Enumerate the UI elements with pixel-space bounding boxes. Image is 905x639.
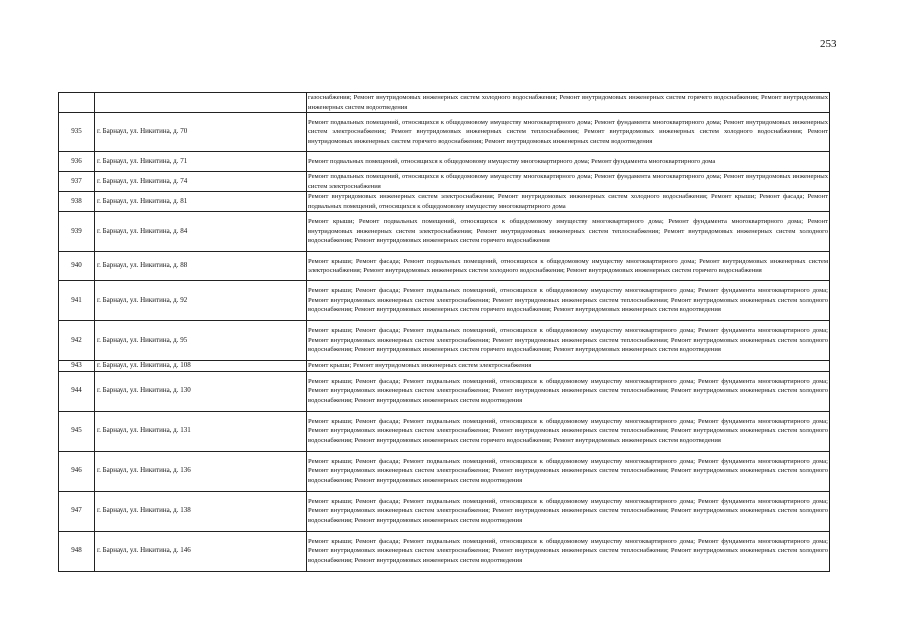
row-number: 944: [59, 371, 95, 411]
row-number: 943: [59, 361, 95, 372]
row-address: г. Барнаул, ул. Никитина, д. 92: [95, 281, 307, 321]
row-address: г. Барнаул, ул. Никитина, д. 130: [95, 371, 307, 411]
table-row: [59, 531, 830, 571]
row-address: г. Барнаул, ул. Никитина, д. 108: [95, 361, 307, 372]
row-works: Ремонт крыши; Ремонт фасада; Ремонт подвальных помещений, относящихся к общедомовому имуществу многоквартирного дома; Ремонт внутридомовых инженерных систем электроснабжения; Ремонт внутридомовых инженерных систем холодного водоснабжения; Ремонт внутридомовых инженерных систем горячего водоснабжения: [307, 252, 830, 281]
row-number: 937: [59, 172, 95, 192]
row-works: Ремонт крыши; Ремонт фасада; Ремонт подвальных помещений, относящихся к общедомовому имуществу многоквартирного дома; Ремонт фундамента многоквартирного дома; Ремонт внутридомовых инженерных систем электроснабжения; Ремонт внутридомовых инженерных систем теплоснабжения; Ремонт внутридомовых инженерных систем холодного водоснабжения; Ремонт внутридомовых инженерных систем горячего водоснабжения; Ремонт внутридомовых инженерных систем водоотведения: [307, 411, 830, 451]
row-number: 936: [59, 152, 95, 172]
row-works: Ремонт крыши; Ремонт фасада; Ремонт подвальных помещений, относящихся к общедомовому имуществу многоквартирного дома; Ремонт фундамента многоквартирного дома; Ремонт внутридомовых инженерных систем электроснабжения; Ремонт внутридомовых инженерных систем теплоснабжения; Ремонт внутридомовых инженерных систем холодного водоснабжения; Ремонт внутридомовых инженерных систем водоотведения: [307, 531, 830, 571]
row-address: г. Барнаул, ул. Никитина, д. 95: [95, 321, 307, 361]
table-row: [59, 152, 830, 172]
table-row: [59, 281, 830, 321]
row-address: г. Барнаул, ул. Никитина, д. 88: [95, 252, 307, 281]
row-number: 941: [59, 281, 95, 321]
row-works: Ремонт крыши; Ремонт фасада; Ремонт подвальных помещений, относящихся к общедомовому имуществу многоквартирного дома; Ремонт фундамента многоквартирного дома; Ремонт внутридомовых инженерных систем электроснабжения; Ремонт внутридомовых инженерных систем теплоснабжения; Ремонт внутридомовых инженерных систем холодного водоснабжения; Ремонт внутридомовых инженерных систем водоотведения: [307, 451, 830, 491]
row-works: Ремонт внутридомовых инженерных систем электроснабжения; Ремонт внутридомовых инженерных систем холодного водоснабжения; Ремонт крыши; Ремонт фасада; Ремонт подвальных помещений, относящихся к общедомовому имуществу многоквартирного дома: [308, 193, 828, 210]
row-address: г. Барнаул, ул. Никитина, д. 131: [95, 411, 307, 451]
table-row: [59, 93, 830, 113]
row-works: Ремонт крыши; Ремонт фасада; Ремонт подвальных помещений, относящихся к общедомовому имуществу многоквартирного дома; Ремонт фундамента многоквартирного дома; Ремонт внутридомовых инженерных систем электроснабжения; Ремонт внутридомовых инженерных систем теплоснабжения; Ремонт внутридомовых инженерных систем холодного водоснабжения; Ремонт внутридомовых инженерных систем горячего водоснабжения; Ремонт внутридомовых инженерных систем водоотведения: [307, 321, 830, 361]
row-address: [95, 93, 307, 113]
table-row: [59, 411, 830, 451]
table-row: [59, 252, 830, 281]
table-row: [59, 371, 830, 411]
row-works: Ремонт подвальных помещений, относящихся к общедомовому имуществу многоквартирного дома; Ремонт фундамента многоквартирного дома; Ремонт внутридомовых инженерных систем электроснабжения; Ремонт внутридомовых инженерных систем теплоснабжения; Ремонт внутридомовых инженерных систем холодного водоснабжения; Ремонт внутридомовых инженерных систем горячего водоснабжения; Ремонт внутридомовых инженерных систем водоотведения: [307, 113, 830, 152]
row-address: г. Барнаул, ул. Никитина, д. 84: [95, 212, 307, 252]
row-address: г. Барнаул, ул. Никитина, д. 70: [95, 113, 307, 152]
row-number: 946: [59, 451, 95, 491]
row-works: Ремонт крыши; Ремонт фасада; Ремонт подвальных помещений, относящихся к общедомовому имуществу многоквартирного дома; Ремонт фундамента многоквартирного дома; Ремонт внутридомовых инженерных систем электроснабжения; Ремонт внутридомовых инженерных систем теплоснабжения; Ремонт внутридомовых инженерных систем холодного водоснабжения; Ремонт внутридомовых инженерных систем водоотведения: [307, 491, 830, 531]
row-number: 939: [59, 212, 95, 252]
row-number: 938: [59, 192, 95, 212]
table-row: [59, 113, 830, 152]
row-works: Ремонт крыши; Ремонт фасада; Ремонт подвальных помещений, относящихся к общедомовому имуществу многоквартирного дома; Ремонт фундамента многоквартирного дома; Ремонт внутридомовых инженерных систем электроснабжения; Ремонт внутридомовых инженерных систем теплоснабжения; Ремонт внутридомовых инженерных систем холодного водоснабжения; Ремонт внутридомовых инженерных систем горячего водоснабжения; Ремонт внутридомовых инженерных систем водоотведения: [307, 281, 830, 321]
page-number: 253: [820, 38, 837, 50]
row-number: 942: [59, 321, 95, 361]
row-address: г. Барнаул, ул. Никитина, д. 138: [95, 491, 307, 531]
row-works: Ремонт подвальных помещений, относящихся к общедомовому имуществу многоквартирного дома; Ремонт фундамента многоквартирного дома: [307, 152, 830, 172]
row-works: Ремонт крыши; Ремонт фасада; Ремонт подвальных помещений, относящихся к общедомовому имуществу многоквартирного дома; Ремонт фундамента многоквартирного дома; Ремонт внутридомовых инженерных систем электроснабжения; Ремонт внутридомовых инженерных систем теплоснабжения; Ремонт внутридомовых инженерных систем холодного водоснабжения; Ремонт внутридомовых инженерных систем водоотведения: [307, 371, 830, 411]
row-number: 947: [59, 491, 95, 531]
row-works: газоснабжения; Ремонт внутридомовых инженерных систем холодного водоснабжения; Ремонт внутридомовых инженерных систем горячего водоснабжения; Ремонт внутридомовых инженерных систем водоотведения: [308, 94, 828, 111]
table-row: [59, 212, 830, 252]
table-row: [59, 361, 830, 372]
row-address: г. Барнаул, ул. Никитина, д. 146: [95, 531, 307, 571]
row-number: [59, 93, 95, 113]
table-row: [59, 491, 830, 531]
row-number: 948: [59, 531, 95, 571]
table-row: [59, 172, 830, 192]
row-address: г. Барнаул, ул. Никитина, д. 71: [95, 152, 307, 172]
row-address: г. Барнаул, ул. Никитина, д. 81: [95, 192, 307, 212]
row-works: Ремонт крыши; Ремонт подвальных помещений, относящихся к общедомовому имуществу многоквартирного дома; Ремонт фундамента многоквартирного дома; Ремонт внутридомовых инженерных систем электроснабжения; Ремонт внутридомовых инженерных систем теплоснабжения; Ремонт внутридомовых инженерных систем холодного водоснабжения; Ремонт внутридомовых инженерных систем горячего водоснабжения: [307, 212, 830, 252]
repair-works-table: [58, 92, 830, 572]
table-row: [59, 192, 830, 212]
row-address: г. Барнаул, ул. Никитина, д. 136: [95, 451, 307, 491]
row-address: г. Барнаул, ул. Никитина, д. 74: [95, 172, 307, 192]
table-row: [59, 321, 830, 361]
row-works: Ремонт крыши; Ремонт внутридомовых инженерных систем электроснабжения: [307, 361, 830, 372]
row-number: 940: [59, 252, 95, 281]
row-number: 945: [59, 411, 95, 451]
row-number: 935: [59, 113, 95, 152]
table-row: [59, 451, 830, 491]
row-works: Ремонт подвальных помещений, относящихся к общедомовому имуществу многоквартирного дома; Ремонт фундамента многоквартирного дома; Ремонт внутридомовых инженерных систем электроснабжения: [308, 173, 828, 190]
